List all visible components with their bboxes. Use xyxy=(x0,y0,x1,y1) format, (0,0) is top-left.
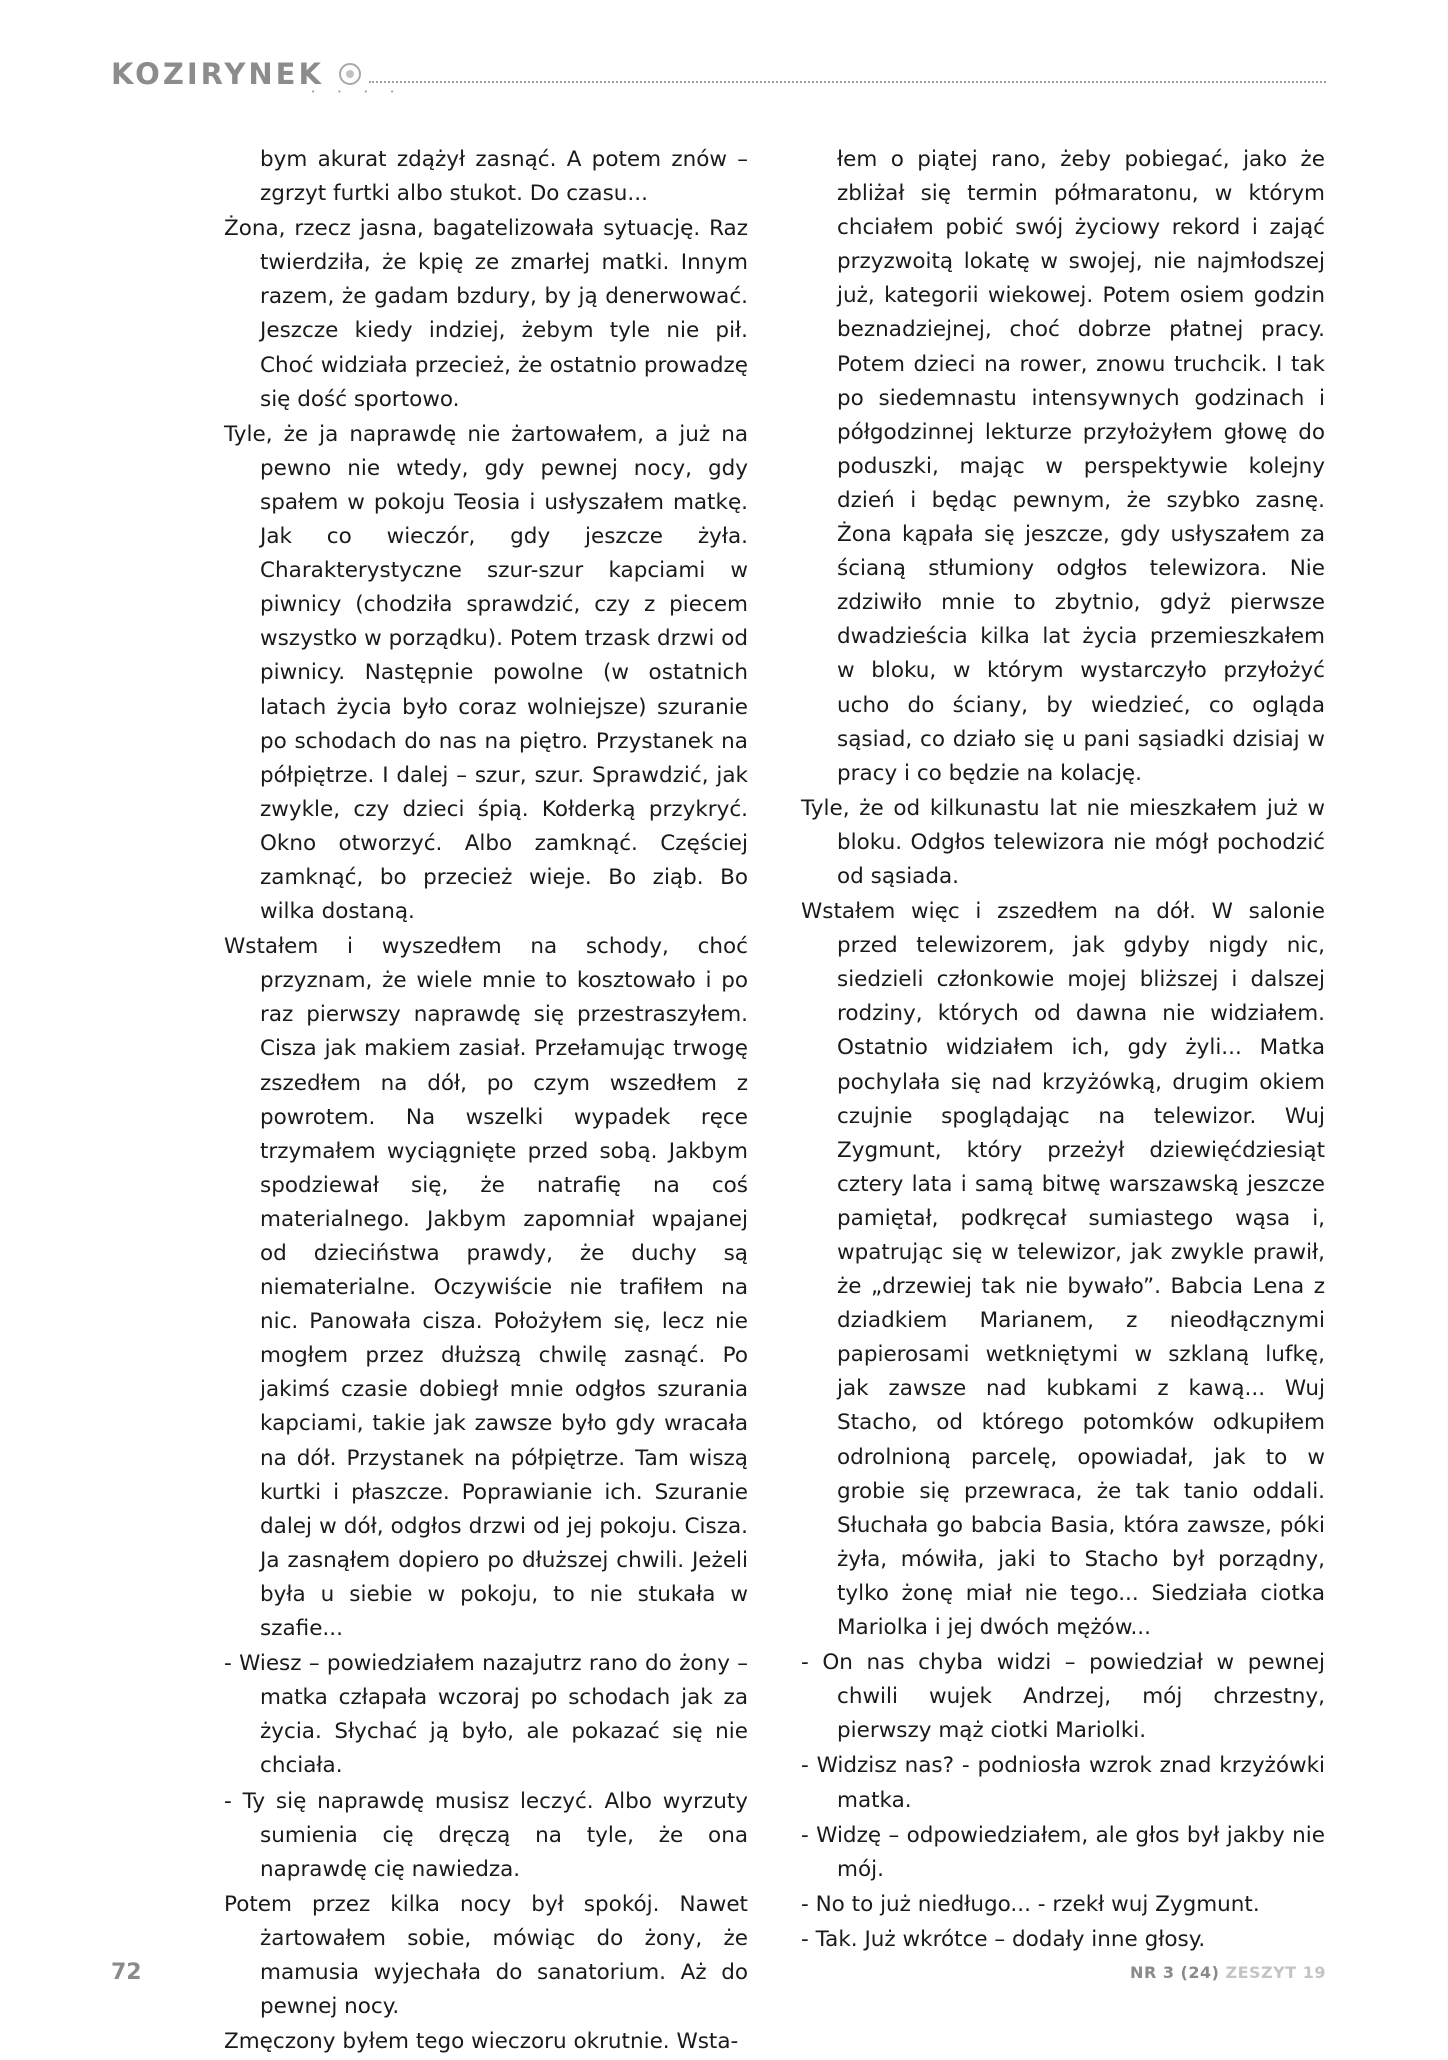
logo-emblem-icon xyxy=(339,63,361,85)
issue-zeszyt: ZESZYT 19 xyxy=(1225,1963,1326,1982)
magazine-logo: KOZIRYNEK xyxy=(111,57,324,91)
issue-info xyxy=(1130,1963,1326,1982)
page-header xyxy=(111,56,1326,96)
paragraph: Żona, rzecz jasna, bagatelizowała sytuację. Raz twierdziła, że kpię ze zmarłej matki. Innym razem, że gadam bzdury, by ją denerwować. Jeszcze kiedy indziej, żebym tyle nie pił. Choć widziała przecież, że ostatnio prowadzę się dość sportowo. xyxy=(224,216,748,412)
dialogue-line: - Wiesz – powiedziałem nazajutrz rano do żony – matka człapała wczoraj po schodach jak za życia. Słychać ją było, ale pokazać się nie chciała. xyxy=(224,1651,748,1779)
text-column-right xyxy=(801,143,1325,1958)
paragraph: Wstałem więc i zszedłem na dół. W salonie przed telewizorem, jak gdyby nigdy nic, siedzieli członkowie mojej bliższej i dalszej rodziny, których od dawna nie widziałem. Ostatnio widziałem ich, gdy żyli... Matka pochylała się nad krzyżówką, drugim okiem czujnie spoglądając na telewizor. Wuj Zygmunt, który przeżył dziewięćdziesiąt cztery lata i samą bitwę warszawską jeszcze pamiętał, podkręcał sumiastego wąsa i, wpatrując się w telewizor, jak zwykle prawił, że „drzewiej tak nie bywało”. Babcia Lena z dziadkiem Marianem, z nieodłącznymi papierosami wetkniętymi w szklaną lufkę, jak zawsze nad kubkami z kawą... Wuj Stacho, od którego potomków odkupiłem odrolnioną parcelę, opowiadał, jak to w grobie się przewraca, że tak tanio oddali. Słuchała go babcia Basia, która zawsze, póki żyła, mówiła, jaki to Stacho był porządny, tylko żonę miał nie tego... Siedziała ciotka Mariolka i jej dwóch mężów... xyxy=(801,899,1325,1641)
dialogue-line: - Widzę – odpowiedziałem, ale głos był jakby nie mój. xyxy=(801,1822,1325,1882)
issue-number: NR 3 (24) xyxy=(1130,1963,1220,1982)
dialogue-line: - No to już niedługo... - rzekł wuj Zygmunt. xyxy=(801,1891,1260,1917)
page-number: 72 xyxy=(111,1960,142,1985)
text-column-left xyxy=(224,143,748,2060)
logo-subtitle: • • • • xyxy=(311,88,405,96)
paragraph: Zmęczony byłem tego wieczoru okrutnie. Wsta- xyxy=(224,2029,739,2055)
paragraph: Tyle, że od kilkunastu lat nie mieszkałem już w bloku. Odgłos telewizora nie mógł pochodzić od sąsiada. xyxy=(801,795,1325,889)
dialogue-line: - On nas chyba widzi – powiedział w pewnej chwili wujek Andrzej, mój chrzestny, pierwszy mąż ciotki Mariolki. xyxy=(801,1650,1325,1744)
paragraph: bym akurat zdążył zasnąć. A potem znów – zgrzyt furtki albo stukot. Do czasu... xyxy=(260,147,748,207)
dialogue-line: - Widzisz nas? - podniosła wzrok znad krzyżówki matka. xyxy=(801,1753,1325,1813)
paragraph: Potem przez kilka nocy był spokój. Nawet żartowałem sobie, mówiąc do żony, że mamusia wyjechała do sanatorium. Aż do pewnej nocy. xyxy=(224,1891,748,2020)
dialogue-line: - Tak. Już wkrótce – dodały inne głosy. xyxy=(801,1926,1206,1952)
paragraph: Tyle, że ja naprawdę nie żartowałem, a już na pewno nie wtedy, gdy pewnej nocy, gdy spałem w pokoju Teosia i usłyszałem matkę. Jak co wieczór, gdy jeszcze żyła. Charakterystyczne szur-szur kapciami w piwnicy (chodziła sprawdzić, czy z piecem wszystko w porządku). Potem trzask drzwi od piwnicy. Następnie powolne (w ostatnich latach życia było coraz wolniejsze) szuranie po schodach do nas na piętro. Przystanek na półpiętrze. I dalej – szur, szur. Sprawdzić, jak zwykle, czy dzieci śpią. Kołderką przykryć. Okno otworzyć. Albo zamknąć. Częściej zamknąć, bo przecież wieje. Bo ziąb. Bo wilka dostaną. xyxy=(224,421,748,925)
dialogue-line: - Ty się naprawdę musisz leczyć. Albo wyrzuty sumienia cię dręczą na tyle, że ona naprawdę cię nawiedza. xyxy=(224,1788,748,1882)
paragraph: łem o piątej rano, żeby pobiegać, jako że zbliżał się termin półmaratonu, w którym chciałem pobić swój życiowy rekord i zająć przyzwoitą lokatę w swojej, nie najmłodszej już, kategorii wiekowej. Potem osiem godzin beznadziejnej, choć dobrze płatnej pracy. Potem dzieci na rower, znowu truchcik. I tak po siedemnastu intensywnych godzinach i półgodzinnej lekturze przyłożyłem głowę do poduszki, mając w perspektywie kolejny dzień i będąc pewnym, że szybko zasnę. Żona kąpała się jeszcze, gdy usłyszałem za ścianą stłumiony odgłos telewizora. Nie zdziwiło mnie to zbytnio, gdyż pierwsze dwadzieścia kilka lat życia przemieszkałem w bloku, w którym wystarczyło przyłożyć ucho do ściany, by wiedzieć, co ogląda sąsiad, co działo się u pani sąsiadki dzisiaj w pracy i co będzie na kolację. xyxy=(837,147,1325,786)
paragraph: Wstałem i wyszedłem na schody, choć przyznam, że wiele mnie to kosztowało i po raz pierwszy naprawdę się przestraszyłem. Cisza jak makiem zasiał. Przełamując trwogę zszedłem na dół, po czym wszedłem z powrotem. Na wszelki wypadek ręce trzymałem wyciągnięte przed sobą. Jakbym spodziewał się, że natrafię na coś materialnego. Jakbym zapomniał wpajanej od dzieciństwa prawdy, że duchy są niematerialne. Oczywiście nie trafiłem na nic. Panowała cisza. Położyłem się, lecz nie mogłem przez dłuższą chwilę zasnąć. Po jakimś czasie dobiegł mnie odgłos szurania kapciami, takie jak zawsze było gdy wracała na dół. Przystanek na półpiętrze. Tam wiszą kurtki i płaszcze. Poprawianie ich. Szuranie dalej w dół, odgłos drzwi od jej pokoju. Cisza. Ja zasnąłem dopiero po dłuższej chwili. Jeżeli była u siebie w pokoju, to nie stukała w szafie... xyxy=(224,934,748,1642)
header-dotted-rule xyxy=(369,81,1326,83)
